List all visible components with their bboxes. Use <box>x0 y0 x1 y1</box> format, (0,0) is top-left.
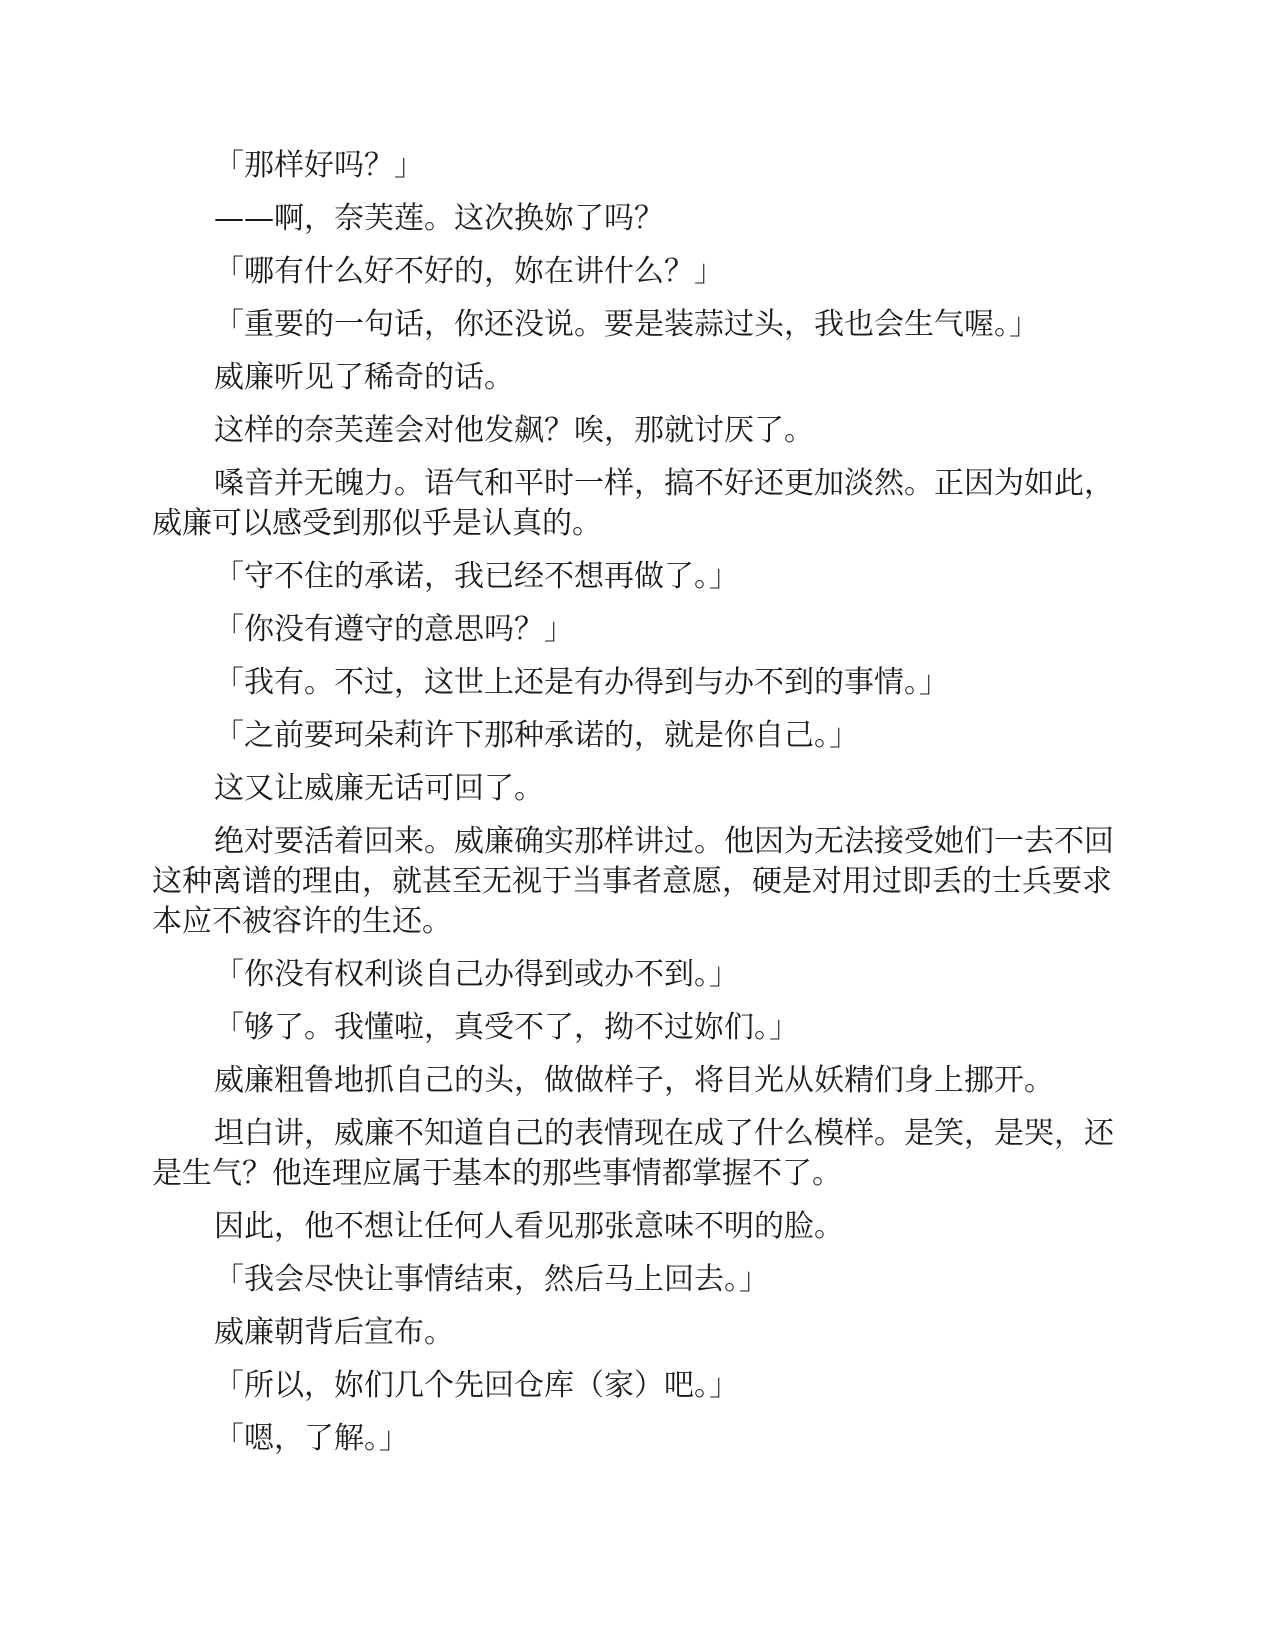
paragraph: ——啊，奈芙莲。这次换妳了吗？ <box>214 201 664 236</box>
paragraph: 「所以，妳们几个先回仓库（家）吧。」 <box>214 1368 739 1403</box>
body-text <box>152 146 1132 1472</box>
paragraph: 因此，他不想让任何人看见那张意味不明的脸。 <box>214 1209 844 1244</box>
paragraph: 「之前要珂朵莉许下那种承诺的，就是你自己。」 <box>214 718 859 753</box>
paragraph: 「我会尽快让事情结束，然后马上回去。」 <box>214 1262 769 1297</box>
paragraph: 这样的奈芙莲会对他发飙？唉，那就讨厌了。 <box>214 413 814 448</box>
paragraph: 威廉朝背后宣布。 <box>214 1315 454 1350</box>
paragraph: 绝对要活着回来。威廉确实那样讲过。他因为无法接受她们一去不回这种离谱的理由，就甚至无视于当事者意愿，硬是对用过即丢的士兵要求本应不被容许的生还。 <box>152 824 1114 939</box>
paragraph: 「嗯，了解。」 <box>214 1421 409 1456</box>
paragraph: 「我有。不过，这世上还是有办得到与办不到的事情。」 <box>214 665 949 700</box>
paragraph: 「你没有遵守的意思吗？」 <box>214 612 574 647</box>
paragraph: 嗓音并无魄力。语气和平时一样，搞不好还更加淡然。正因为如此，威廉可以感受到那似乎是认真的。 <box>152 466 1114 541</box>
paragraph: 「你没有权利谈自己办得到或办不到。」 <box>214 957 739 992</box>
paragraph: 「那样好吗？」 <box>214 148 424 183</box>
paragraph: 威廉听见了稀奇的话。 <box>214 360 514 395</box>
paragraph: 「重要的一句话，你还没说。要是装蒜过头，我也会生气喔。」 <box>214 307 1039 342</box>
paragraph: 「够了。我懂啦，真受不了，拗不过妳们。」 <box>214 1010 799 1045</box>
paragraph: 威廉粗鲁地抓自己的头，做做样子，将目光从妖精们身上挪开。 <box>214 1063 1054 1098</box>
paragraph: 「守不住的承诺，我已经不想再做了。」 <box>214 559 739 594</box>
paragraph: 这又让威廉无话可回了。 <box>214 771 544 806</box>
paragraph: 坦白讲，威廉不知道自己的表情现在成了什么模样。是笑，是哭，还是生气？他连理应属于基本的那些事情都掌握不了。 <box>152 1116 1114 1191</box>
paragraph: 「哪有什么好不好的，妳在讲什么？」 <box>214 254 724 289</box>
